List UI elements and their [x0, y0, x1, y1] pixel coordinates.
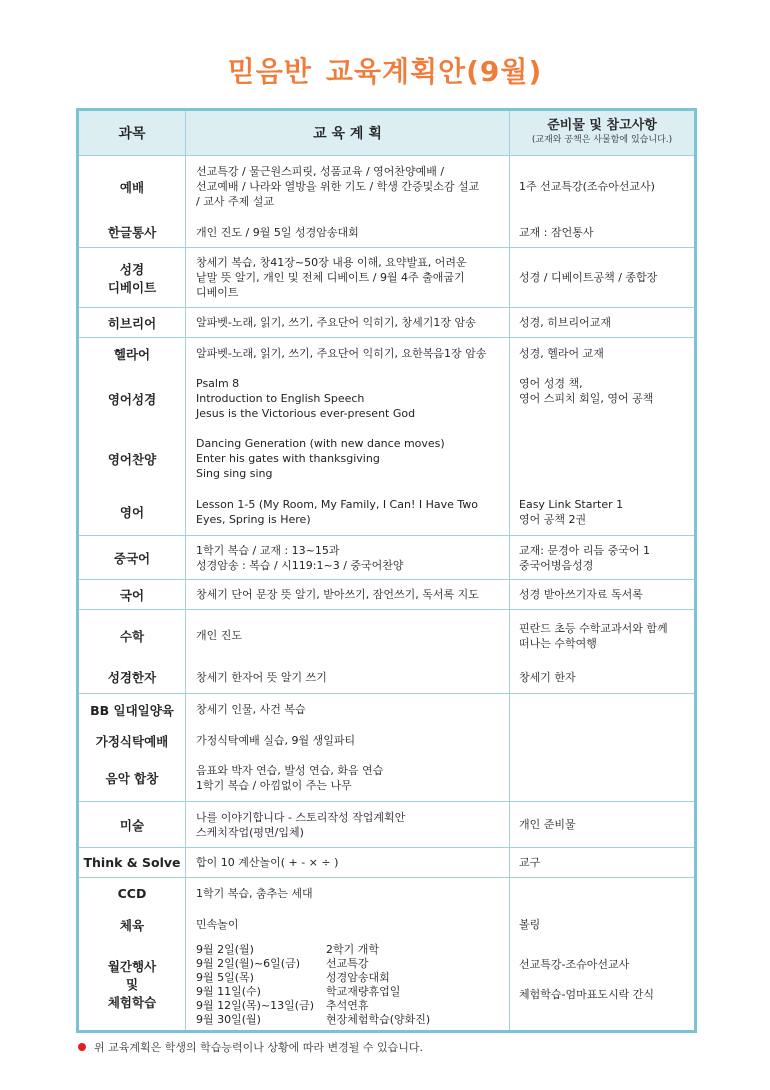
- subject-family: 가정식탁예배: [78, 726, 186, 756]
- prep-korean-bible: 교재 : 잠언통사: [510, 218, 696, 248]
- plan-line: 디베이트: [196, 286, 239, 299]
- prep-english-bible: [510, 370, 696, 428]
- table-row: [78, 726, 696, 756]
- subject-worship: 예배: [78, 156, 186, 218]
- plan-korean: 창세기 단어 문장 뜻 알기, 받아쓰기, 잠언쓰기, 독서록 지도: [186, 580, 510, 610]
- page-title: [0, 50, 770, 90]
- plan-hanja: 창세기 한자어 뜻 알기 쓰기: [186, 662, 510, 694]
- subject-ccd: CCD: [78, 878, 186, 910]
- plan-line: Lesson 1-5 (My Room, My Family, I Can! I Have Two: [196, 498, 479, 512]
- prep-line: 핀란드 초등 수학교과서와 함께: [519, 621, 668, 635]
- plan-family: 가정식탁예배 실습, 9월 생일파티: [186, 726, 510, 756]
- event-name: 현장체험학습(양화진): [326, 1012, 431, 1026]
- table-row: [78, 308, 696, 338]
- bullet-icon: [78, 1043, 86, 1051]
- prep-chinese: [510, 536, 696, 580]
- plan-line: 1학기 복습 / 교재 : 13~15과: [196, 543, 340, 557]
- plan-line: Dancing Generation (with new dance moves): [196, 437, 445, 450]
- prep-art: 개인 준비물: [510, 802, 696, 848]
- table-row: [78, 878, 696, 910]
- header-plan: 교 육 계 획: [186, 110, 510, 156]
- event-date: 9월 2일(월): [196, 942, 254, 956]
- subject-chinese: 중국어: [78, 536, 186, 580]
- event-name: 성경암송대회: [326, 970, 390, 984]
- plan-line: 선교특강 / 물근원스피릿, 성품교육 / 영어찬양예배 /: [196, 165, 445, 179]
- prep-line: 영어 스피치 회일, 영어 공책: [519, 391, 654, 405]
- prep-greek: 성경, 헬라어 교재: [510, 338, 696, 370]
- plan-line: Psalm 8: [196, 377, 240, 390]
- table-row: [78, 910, 696, 940]
- prep-events: [510, 940, 696, 1032]
- subject-hanja: 성경한자: [78, 662, 186, 694]
- prep-worship: 1주 선교특강(조슈아선교사): [510, 156, 696, 218]
- event-date: 9월 5일(목): [196, 970, 254, 984]
- footer-text: 위 교육계획은 학생의 학습능력이나 상황에 따라 변경될 수 있습니다.: [94, 1041, 423, 1054]
- prep-think-solve: 교구: [510, 848, 696, 878]
- plan-greek: 알파벳-노래, 읽기, 쓰기, 주요단어 익히기, 요한복음1장 암송: [186, 338, 510, 370]
- plan-line: Introduction to English Speech: [196, 392, 365, 405]
- subject-bible-debate: [78, 248, 186, 308]
- table-row: [78, 848, 696, 878]
- event-name: 선교특강: [326, 956, 369, 970]
- subject-music: 음악 합창: [78, 756, 186, 802]
- subject-line: 성경: [119, 261, 145, 277]
- prep-math: [510, 610, 696, 662]
- table-header-row: [78, 110, 696, 156]
- table-row: [78, 248, 696, 308]
- plan-line: Sing sing sing: [196, 467, 273, 480]
- title-class-name: 믿음반: [227, 55, 312, 88]
- prep-bible-debate: 성경 / 디베이트공책 / 종합장: [510, 248, 696, 308]
- plan-line: 스케치작업(평면/입체): [196, 825, 304, 839]
- event-name: 2학기 개학: [326, 942, 379, 956]
- table-row: [78, 370, 696, 428]
- prep-ccd: [510, 878, 696, 910]
- table-row: [78, 694, 696, 726]
- title-plan-name: 교육계획안(9월): [325, 55, 543, 88]
- plan-line: 음표와 박자 연습, 발성 연습, 화음 연습: [196, 764, 384, 778]
- subject-greek: 헬라어: [78, 338, 186, 370]
- prep-line: Easy Link Starter 1: [519, 498, 624, 512]
- footer-note: [78, 1039, 423, 1055]
- prep-line: 영어 성경 책,: [519, 376, 583, 390]
- table-row: [78, 428, 696, 490]
- table-row: [78, 338, 696, 370]
- table-row: [78, 802, 696, 848]
- header-subject: 과목: [78, 110, 186, 156]
- plan-line: Eyes, Spring is Here): [196, 513, 311, 527]
- plan-english: [186, 490, 510, 536]
- prep-english: [510, 490, 696, 536]
- plan-line: 선교예배 / 나라와 열방을 위한 기도 / 학생 간증및소감 설교: [196, 180, 480, 194]
- prep-korean: 성경 받아쓰기자료 독서록: [510, 580, 696, 610]
- subject-line: 디베이트: [107, 279, 157, 295]
- subject-english: 영어: [78, 490, 186, 536]
- plan-art: [186, 802, 510, 848]
- event-name: 추석연휴: [326, 998, 369, 1012]
- header-prep-note: (교재와 공책은 사물함에 있습니다.): [531, 135, 673, 145]
- plan-line: 창세기 복습, 창41장~50장 내용 이해, 요약발표, 어려운: [196, 256, 467, 269]
- event-date: 9월 30일(월): [196, 1012, 261, 1026]
- plan-worship: [186, 156, 510, 218]
- plan-events: [186, 940, 510, 1032]
- subject-art: 미술: [78, 802, 186, 848]
- event-date: 9월 12일(목)~13일(금): [196, 998, 315, 1012]
- subject-korean: 국어: [78, 580, 186, 610]
- table-row: [78, 156, 696, 218]
- prep-line: 떠나는 수학여행: [519, 636, 597, 650]
- plan-pe: 민속놀이: [186, 910, 510, 940]
- prep-english-praise: [510, 428, 696, 490]
- subject-line: 및: [125, 976, 139, 992]
- subject-events: [78, 940, 186, 1032]
- event-date: 9월 2일(월)~6일(금): [196, 956, 301, 970]
- table-row: [78, 218, 696, 248]
- subject-math: 수학: [78, 610, 186, 662]
- events-list: [196, 943, 503, 1027]
- plan-line: 1학기 복습 / 아낌없이 주는 나무: [196, 779, 352, 793]
- table-row: [78, 756, 696, 802]
- subject-pe: 체육: [78, 910, 186, 940]
- prep-line: 중국어병음성경: [519, 558, 594, 572]
- plan-music: [186, 756, 510, 802]
- prep-line: 체험학습-엄마표도시락 간식: [519, 987, 654, 1001]
- subject-korean-bible: 한글통사: [78, 218, 186, 248]
- subject-line: 월간행사: [107, 958, 157, 974]
- plan-think-solve: 합이 10 계산놀이( + - × ÷ ): [186, 848, 510, 878]
- header-prep: [510, 110, 696, 156]
- plan-line: 성경암송 : 복습 / 시119:1~3 / 중국어찬양: [196, 558, 404, 572]
- event-date: 9월 11일(수): [196, 984, 261, 998]
- plan-line: Enter his gates with thanksgiving: [196, 452, 380, 465]
- prep-line: 영어 공책 2권: [519, 513, 587, 527]
- plan-chinese: [186, 536, 510, 580]
- plan-line: 낱말 뜻 알기, 개인 및 전체 디베이트 / 9월 4주 출애굽기: [196, 271, 465, 284]
- prep-line: 선교특강-조슈아선교사: [519, 957, 630, 971]
- prep-pe: 볼링: [510, 910, 696, 940]
- subject-bb: BB 일대일양육: [78, 694, 186, 726]
- event-name: 학교재량휴업일: [326, 984, 401, 998]
- plan-line: / 교사 주제 설교: [196, 195, 274, 209]
- plan-english-bible: [186, 370, 510, 428]
- subject-line: 체험학습: [107, 994, 157, 1010]
- table-row: [78, 536, 696, 580]
- subject-english-praise: 영어찬양: [78, 428, 186, 490]
- plan-ccd: 1학기 복습, 춤추는 세대: [186, 878, 510, 910]
- plan-bb: 창세기 인물, 사건 복습: [186, 694, 510, 726]
- plan-line: Jesus is the Victorious ever-present God: [196, 407, 416, 420]
- prep-bb: [510, 694, 696, 726]
- prep-line: 교재: 문경아 리듬 중국어 1: [519, 543, 650, 557]
- prep-hanja: 창세기 한자: [510, 662, 696, 694]
- prep-music: [510, 756, 696, 802]
- subject-hebrew: 히브리어: [78, 308, 186, 338]
- table-row: [78, 580, 696, 610]
- plan-korean-bible: 개인 진도 / 9월 5일 성경암송대회: [186, 218, 510, 248]
- table-row: [78, 940, 696, 1032]
- plan-math: 개인 진도: [186, 610, 510, 662]
- plan-hebrew: 알파벳-노래, 읽기, 쓰기, 주요단어 익히기, 창세기1장 암송: [186, 308, 510, 338]
- subject-english-bible: 영어성경: [78, 370, 186, 428]
- plan-line: 나를 이야기합니다 - 스토리작성 작업계획안: [196, 810, 406, 824]
- table-row: [78, 490, 696, 536]
- prep-family: [510, 726, 696, 756]
- plan-english-praise: [186, 428, 510, 490]
- header-prep-label: 준비물 및 참고사항: [547, 118, 657, 133]
- plan-bible-debate: [186, 248, 510, 308]
- table-row: [78, 610, 696, 662]
- table-row: [78, 662, 696, 694]
- prep-hebrew: 성경, 히브리어교재: [510, 308, 696, 338]
- subject-think-solve: Think & Solve: [78, 848, 186, 878]
- education-plan-table: [76, 108, 697, 1033]
